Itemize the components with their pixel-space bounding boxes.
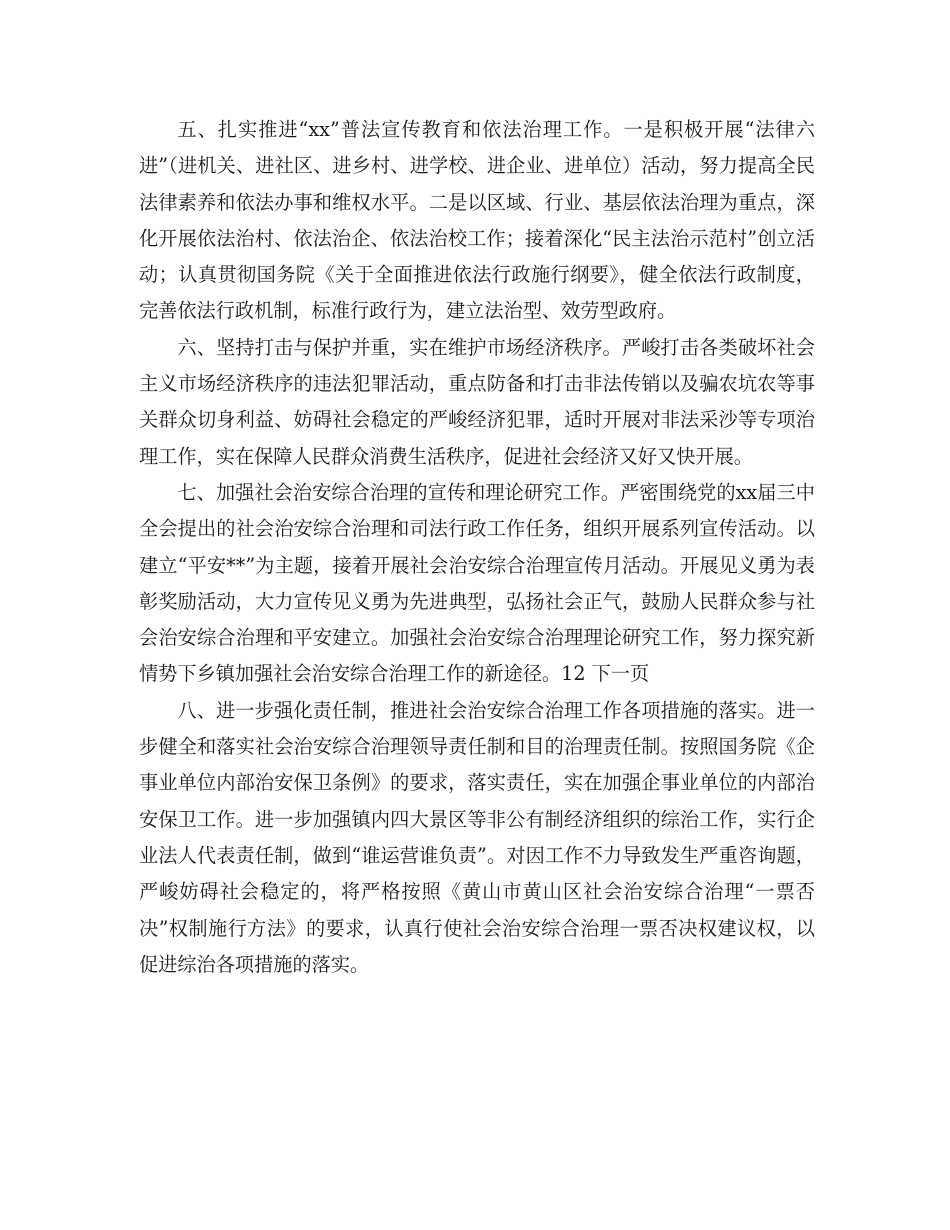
paragraph-7: 七、加强社会治安综合治理的宣传和理论研究工作。严密围绕党的xx届三中全会提出的社会治安综合治理和司法行政工作任务，组织开展系列宣传活动。以建立“平安**”为主题，接着开展社会治安综合治理宣传月活动。开展见义勇为表彰奖励活动，大力宣传见义勇为先进典型，弘扬社会正气，鼓励人民群众参与社会治安综合治理和平安建立。加强社会治安综合治理理论研究工作，努力探究新情势下乡镇加强社会治安综合治理工作的新途径。12 下一页 — [139, 480, 815, 686]
document-body — [139, 112, 815, 983]
paragraph-6: 六、坚持打击与保护并重，实在维护市场经济秩序。严峻打击各类破坏社会主义市场经济秩序的违法犯罪活动，重点防备和打击非法传销以及骗农坑农等事关群众切身利益、妨碍社会稳定的严峻经济犯罪，适时开展对非法采沙等专项治理工作，实在保障人民群众消费生活秩序，促进社会经济又好又快开展。 — [139, 335, 815, 468]
paragraph-8: 八、进一步强化责任制，推进社会治安综合治理工作各项措施的落实。进一步健全和落实社会治安综合治理领导责任制和目的治理责任制。按照国务院《企事业单位内部治安保卫条例》的要求，落实责任，实在加强企事业单位的内部治安保卫工作。进一步加强镇内四大景区等非公有制经济组织的综治工作，实行企业法人代表责任制，做到“谁运营谁负责”。对因工作不力导致发生严重咨询题，严峻妨碍社会稳定的，将严格按照《黄山市黄山区社会治安综合治理“一票否决”权制施行方法》的要求，认真行使社会治安综合治理一票否决权建议权，以促进综治各项措施的落实。 — [139, 698, 815, 976]
paragraph-5: 五、扎实推进“xx”普法宣传教育和依法治理工作。一是积极开展“法律六进”（进机关、进社区、进乡村、进学校、进企业、进单位）活动，努力提高全民法律素养和依法办事和维权水平。二是以区域、行业、基层依法治理为重点，深化开展依法治村、依法治企、依法治校工作；接着深化“民主法治示范村”创立活动；认真贯彻国务院《关于全面推进依法行政施行纲要》，健全依法行政制度，完善依法行政机制，标准行政行为，建立法治型、效劳型政府。 — [139, 118, 815, 323]
